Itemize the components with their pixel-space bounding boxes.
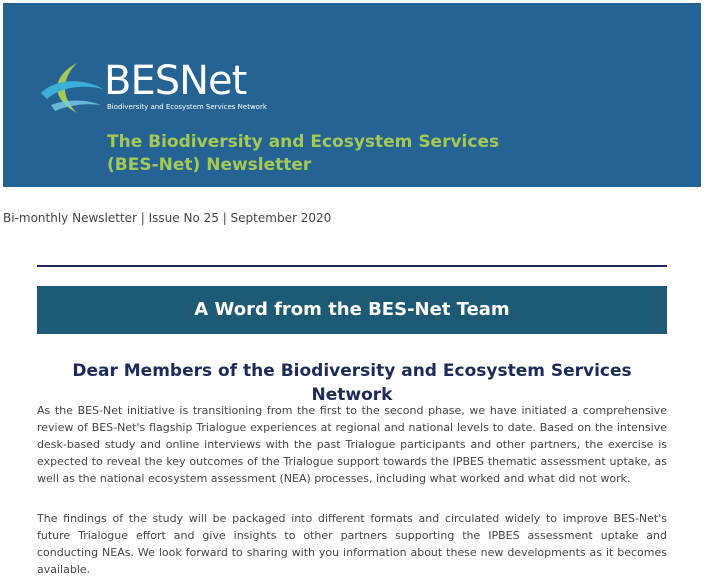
- newsletter-title-line1: The Biodiversity and Ecosystem Services: [107, 132, 500, 152]
- besnet-leaf-logo-icon: [37, 55, 107, 117]
- issue-info: Bi-monthly Newsletter | Issue No 25 | September 2020: [3, 211, 332, 225]
- newsletter-title: [107, 131, 499, 177]
- body-paragraph-2: The findings of the study will be packaged into different formats and circulated widely to improve BES-Net's future Trialogue effort and give insights to other partners supporting the IPBES assessment uptake and conducting NEAs. We look forward to sharing with you information about these new developments as it becomes available.: [37, 512, 667, 576]
- newsletter-title-line2: (BES-Net) Newsletter: [107, 155, 312, 175]
- brand-name: BESNet: [104, 58, 247, 104]
- body-paragraph-1: As the BES-Net initiative is transitioning from the first to the second phase, we have initiated a comprehensive review of BES-Net's flagship Trialogue experiences at regional and national levels to date. Based on the intensive desk-based study and online interviews with the past Trialogue participants and other partners, the exercise is expected to reveal the key outcomes of the Trialogue support towards the IPBES thematic assessment uptake, as well as the national ecosystem assessment (NEA) processes, including what worked and what did not work.: [37, 404, 667, 485]
- brand-subtitle: Biodiversity and Ecosystem Services Network: [107, 103, 267, 111]
- section-title: A Word from the BES-Net Team: [37, 286, 667, 334]
- divider: [37, 265, 667, 267]
- greeting-heading: Dear Members of the Biodiversity and Ecosystem Services Network: [72, 361, 632, 405]
- newsletter-banner: [3, 3, 701, 187]
